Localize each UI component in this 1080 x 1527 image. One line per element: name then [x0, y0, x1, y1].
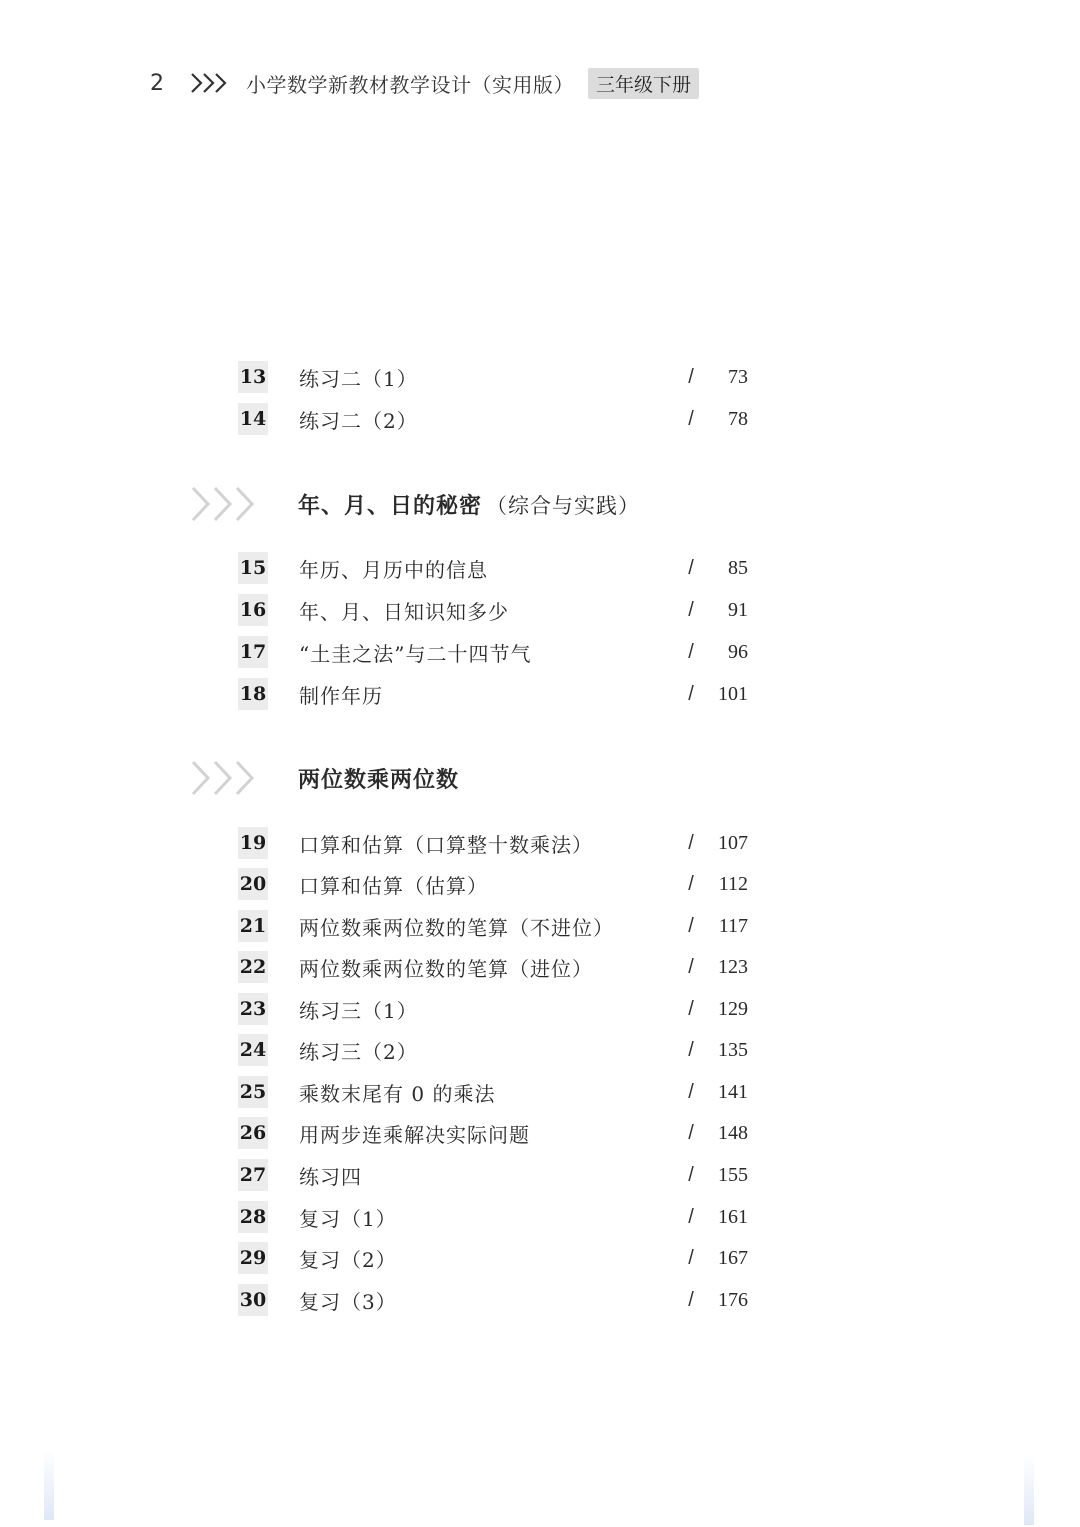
separator: /: [688, 1080, 694, 1103]
separator: /: [688, 1038, 694, 1061]
page-ref: 141: [718, 1080, 748, 1103]
book-title: 小学数学新教材教学设计（实用版）: [246, 72, 574, 97]
lesson-number: 28: [238, 1201, 268, 1233]
page-ref: 96: [728, 640, 748, 663]
toc-entry[interactable]: [238, 1158, 748, 1192]
section-subtitle: （综合与实践）: [486, 493, 641, 518]
page-ref: 167: [718, 1246, 748, 1269]
running-header: [150, 62, 699, 104]
lesson-title: 复习（1）: [299, 1206, 397, 1231]
separator: /: [688, 914, 694, 937]
toc-entry[interactable]: [238, 402, 748, 436]
page-ref: 123: [718, 955, 748, 978]
toc-entry[interactable]: [238, 593, 748, 627]
lesson-title: 两位数乘两位数的笔算（进位）: [299, 956, 593, 981]
toc-entry[interactable]: [238, 1075, 748, 1109]
lesson-number: 24: [238, 1034, 268, 1066]
scan-artifact: [1024, 1455, 1034, 1525]
page-ref: 117: [718, 914, 748, 937]
section-title-text: 年、月、日的秘密: [298, 492, 483, 519]
triple-chevron-icon: [190, 71, 230, 95]
page-ref: 129: [718, 997, 748, 1020]
lesson-title: 复习（3）: [299, 1289, 397, 1314]
separator: /: [688, 1246, 694, 1269]
toc-entry[interactable]: [238, 909, 748, 943]
toc-entry[interactable]: [238, 1241, 748, 1275]
section-title: [298, 763, 459, 794]
lesson-number: 17: [238, 636, 268, 668]
scan-artifact: [44, 1450, 54, 1520]
lesson-title: 练习三（1）: [299, 998, 418, 1023]
page-ref: 78: [728, 407, 748, 430]
separator: /: [688, 365, 694, 388]
toc-entry[interactable]: [238, 1033, 748, 1067]
separator: /: [688, 955, 694, 978]
separator: /: [688, 1121, 694, 1144]
page-ref: 135: [718, 1038, 748, 1061]
lesson-title: 年历、月历中的信息: [299, 557, 488, 582]
lesson-title: 制作年历: [299, 683, 383, 708]
toc-entry[interactable]: [238, 950, 748, 984]
lesson-number: 18: [238, 678, 268, 710]
lesson-number: 25: [238, 1076, 268, 1108]
separator: /: [688, 598, 694, 621]
separator: /: [688, 640, 694, 663]
section-title-text: 两位数乘两位数: [298, 766, 460, 793]
separator: /: [688, 1205, 694, 1228]
lesson-number: 27: [238, 1159, 268, 1191]
toc-entry[interactable]: [238, 992, 748, 1026]
lesson-number: 29: [238, 1242, 268, 1274]
page-ref: 107: [718, 831, 748, 854]
section-heading: [190, 482, 790, 526]
lesson-title: 口算和估算（估算）: [299, 873, 488, 898]
separator: /: [688, 831, 694, 854]
toc-entry[interactable]: [238, 635, 748, 669]
lesson-title: 口算和估算（口算整十数乘法）: [299, 832, 593, 857]
page-ref: 155: [718, 1163, 748, 1186]
toc-entry[interactable]: [238, 826, 748, 860]
lesson-title: 两位数乘两位数的笔算（不进位）: [299, 915, 614, 940]
toc-entry[interactable]: [238, 867, 748, 901]
lesson-number: 20: [238, 868, 268, 900]
lesson-number: 22: [238, 951, 268, 983]
lesson-number: 23: [238, 993, 268, 1025]
page-ref: 91: [728, 598, 748, 621]
lesson-number: 21: [238, 910, 268, 942]
separator: /: [688, 407, 694, 430]
lesson-title: 练习二（1）: [299, 366, 418, 391]
page-number: 2: [150, 70, 164, 96]
page-ref: 101: [718, 682, 748, 705]
lesson-title: 用两步连乘解决实际问题: [299, 1122, 530, 1147]
lesson-number: 14: [238, 403, 268, 435]
page-ref: 73: [728, 365, 748, 388]
page-ref: 112: [718, 872, 748, 895]
toc-entry[interactable]: [238, 1116, 748, 1150]
section-title: [298, 489, 640, 520]
toc-entry[interactable]: [238, 360, 748, 394]
page-ref: 176: [718, 1288, 748, 1311]
lesson-number: 16: [238, 594, 268, 626]
lesson-title: 练习四: [299, 1164, 362, 1189]
lesson-title: 复习（2）: [299, 1247, 397, 1272]
section-heading: [190, 756, 790, 800]
lesson-number: 30: [238, 1284, 268, 1316]
page-ref: 161: [718, 1205, 748, 1228]
separator: /: [688, 682, 694, 705]
toc-entry[interactable]: [238, 677, 748, 711]
grade-badge: 三年级下册: [588, 68, 699, 99]
toc-entry[interactable]: [238, 551, 748, 585]
page-ref: 148: [718, 1121, 748, 1144]
lesson-title: “土圭之法”与二十四节气: [299, 641, 532, 666]
separator: /: [688, 997, 694, 1020]
lesson-number: 26: [238, 1117, 268, 1149]
lesson-number: 13: [238, 361, 268, 393]
toc-entry[interactable]: [238, 1283, 748, 1317]
lesson-number: 19: [238, 827, 268, 859]
lesson-title: 乘数末尾有 0 的乘法: [299, 1081, 496, 1106]
page-ref: 85: [728, 556, 748, 579]
separator: /: [688, 1163, 694, 1186]
lesson-title: 年、月、日知识知多少: [299, 599, 509, 624]
lesson-title: 练习二（2）: [299, 408, 418, 433]
separator: /: [688, 556, 694, 579]
toc-entry[interactable]: [238, 1200, 748, 1234]
triple-chevron-icon: [190, 758, 298, 798]
lesson-number: 15: [238, 552, 268, 584]
lesson-title: 练习三（2）: [299, 1039, 418, 1064]
triple-chevron-icon: [190, 484, 298, 524]
separator: /: [688, 872, 694, 895]
separator: /: [688, 1288, 694, 1311]
